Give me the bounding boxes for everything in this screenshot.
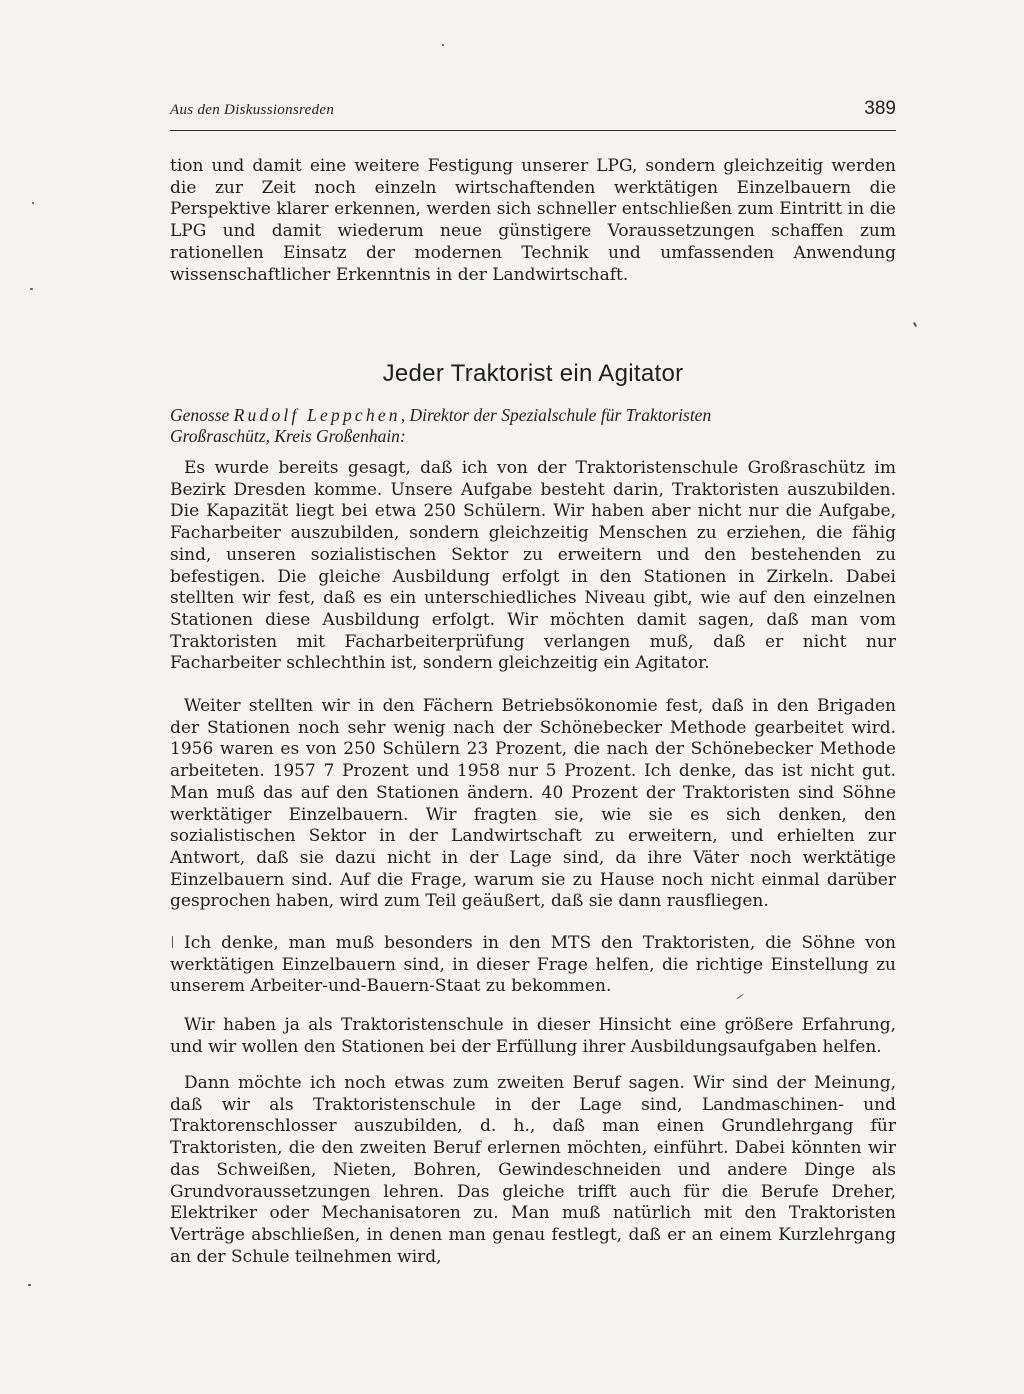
paragraph-2: Weiter stellten wir in den Fächern Betriebsökonomie fest, daß in den Brigaden der Stationen noch sehr wenig nach der Schönebecker Methode gearbeitet wird. 1956 waren es von 250 Schülern 23 Prozent, die nach der Schönebecker Methode arbeiteten. 1957 7 Prozent und 1958 nur 5 Prozent. Ich denke, das ist nicht gut. Man muß das auf den Stationen ändern. 40 Prozent der Traktoristen sind Söhne werktätiger Einzelbauern. Wir fragten sie, wie sie es sich denken, den sozialistischen Sektor in der Landwirtschaft zu erweitern, und erhielten zur Antwort, daß sie dazu nicht in der Lage sind, da ihre Väter noch werktätige Einzelbauern sind. Auf die Frage, warum sie zu Hause noch nicht einmal darüber gesprochen haben, wird zum Teil geäußert, daß sie dann rausfliegen. xyxy=(170,696,896,912)
paragraph-4: Wir haben ja als Traktoristenschule in dieser Hinsicht eine größere Erfahrung, und wir wollen den Stationen bei der Erfüllung ihrer Ausbildungsaufgaben helfen. xyxy=(170,1015,896,1057)
running-header xyxy=(170,96,896,131)
page-number: 389 xyxy=(864,98,896,119)
paragraph-3: Ich denke, man muß besonders in den MTS den Traktoristen, die Söhne von werktätigen Einzelbauern sind, in dieser Frage helfen, die richtige Einstellung zu unserem Arbeiter-und-Bauern-Staat zu bekommen. xyxy=(170,933,896,997)
scan-speck xyxy=(28,1284,31,1286)
intro-paragraph: tion und damit eine weitere Festigung unserer LPG, sondern gleichzeitig werden die zur Zeit noch einzeln wirtschaftenden werktätigen Einzelbauern die Perspektive klarer erkennen, werden sich schneller entschließen zum Eintritt in die LPG und damit wiederum neue günstigere Voraussetzungen schaffen zum rationellen Einsatz der modernen Technik und umfassenden Anwendung wissenschaftlicher Erkenntnis in der Landwirtschaft. xyxy=(170,156,896,285)
speaker-role-line2: Großraschütz, Kreis Großenhain: xyxy=(170,426,406,446)
section-heading: Jeder Traktorist ein Agitator xyxy=(382,360,684,387)
scan-speck xyxy=(172,936,173,948)
paragraph-1: Es wurde bereits gesagt, daß ich von der Traktoristenschule Großraschütz im Bezirk Dresden komme. Unsere Aufgabe besteht darin, Traktoristen auszubilden. Die Kapazität liegt bei etwa 250 Schülern. Wir haben aber nicht nur die Aufgabe, Facharbeiter auszubilden, sondern gleichzeitig Menschen zu erziehen, die fähig sind, unseren sozialistischen Sektor zu erweitern und den bestehenden zu befestigen. Die gleiche Ausbildung erfolgt in den Stationen in Zirkeln. Dabei stellten wir fest, daß es ein unterschiedliches Niveau gibt, wie auf den einzelnen Stationen diese Ausbildung erfolgt. Wir möchten damit sagen, daß man vom Traktoristen mit Facharbeiterprüfung verlangen muß, daß er nicht nur Facharbeiter schlechthin ist, sondern gleichzeitig ein Agitator. xyxy=(170,458,896,674)
paragraph-5: Dann möchte ich noch etwas zum zweiten Beruf sagen. Wir sind der Meinung, daß wir als Traktoristenschule in der Lage sind, Landmaschinen- und Traktorenschlosser auszubilden, d. h., daß man einen Grundlehrgang für Traktoristen, die den zweiten Beruf erlernen möchten, einführt. Dabei könnten wir das Schweißen, Nieten, Bohren, Gewindeschneiden und andere Dinge als Grundvoraussetzungen lehren. Das gleiche trifft auch für die Berufe Dreher, Elektriker oder Mechanisatoren zu. Man muß natürlich mit den Traktoristen Verträge abschließen, in denen man genau festlegt, daß er an einem Kurzlehrgang an der Schule teilnehmen wird, xyxy=(170,1073,896,1267)
scan-speck xyxy=(32,202,34,204)
scan-speck xyxy=(30,288,33,290)
speaker-attribution xyxy=(170,405,896,447)
speaker-role-line1: , Direktor der Spezialschule für Traktoristen xyxy=(400,405,712,425)
scan-speck xyxy=(913,322,917,327)
scan-speck xyxy=(442,44,444,46)
speaker-name: Rudolf Leppchen xyxy=(233,405,401,425)
running-title: Aus den Diskussionsreden xyxy=(170,102,335,118)
speaker-prefix: Genosse xyxy=(170,405,234,425)
